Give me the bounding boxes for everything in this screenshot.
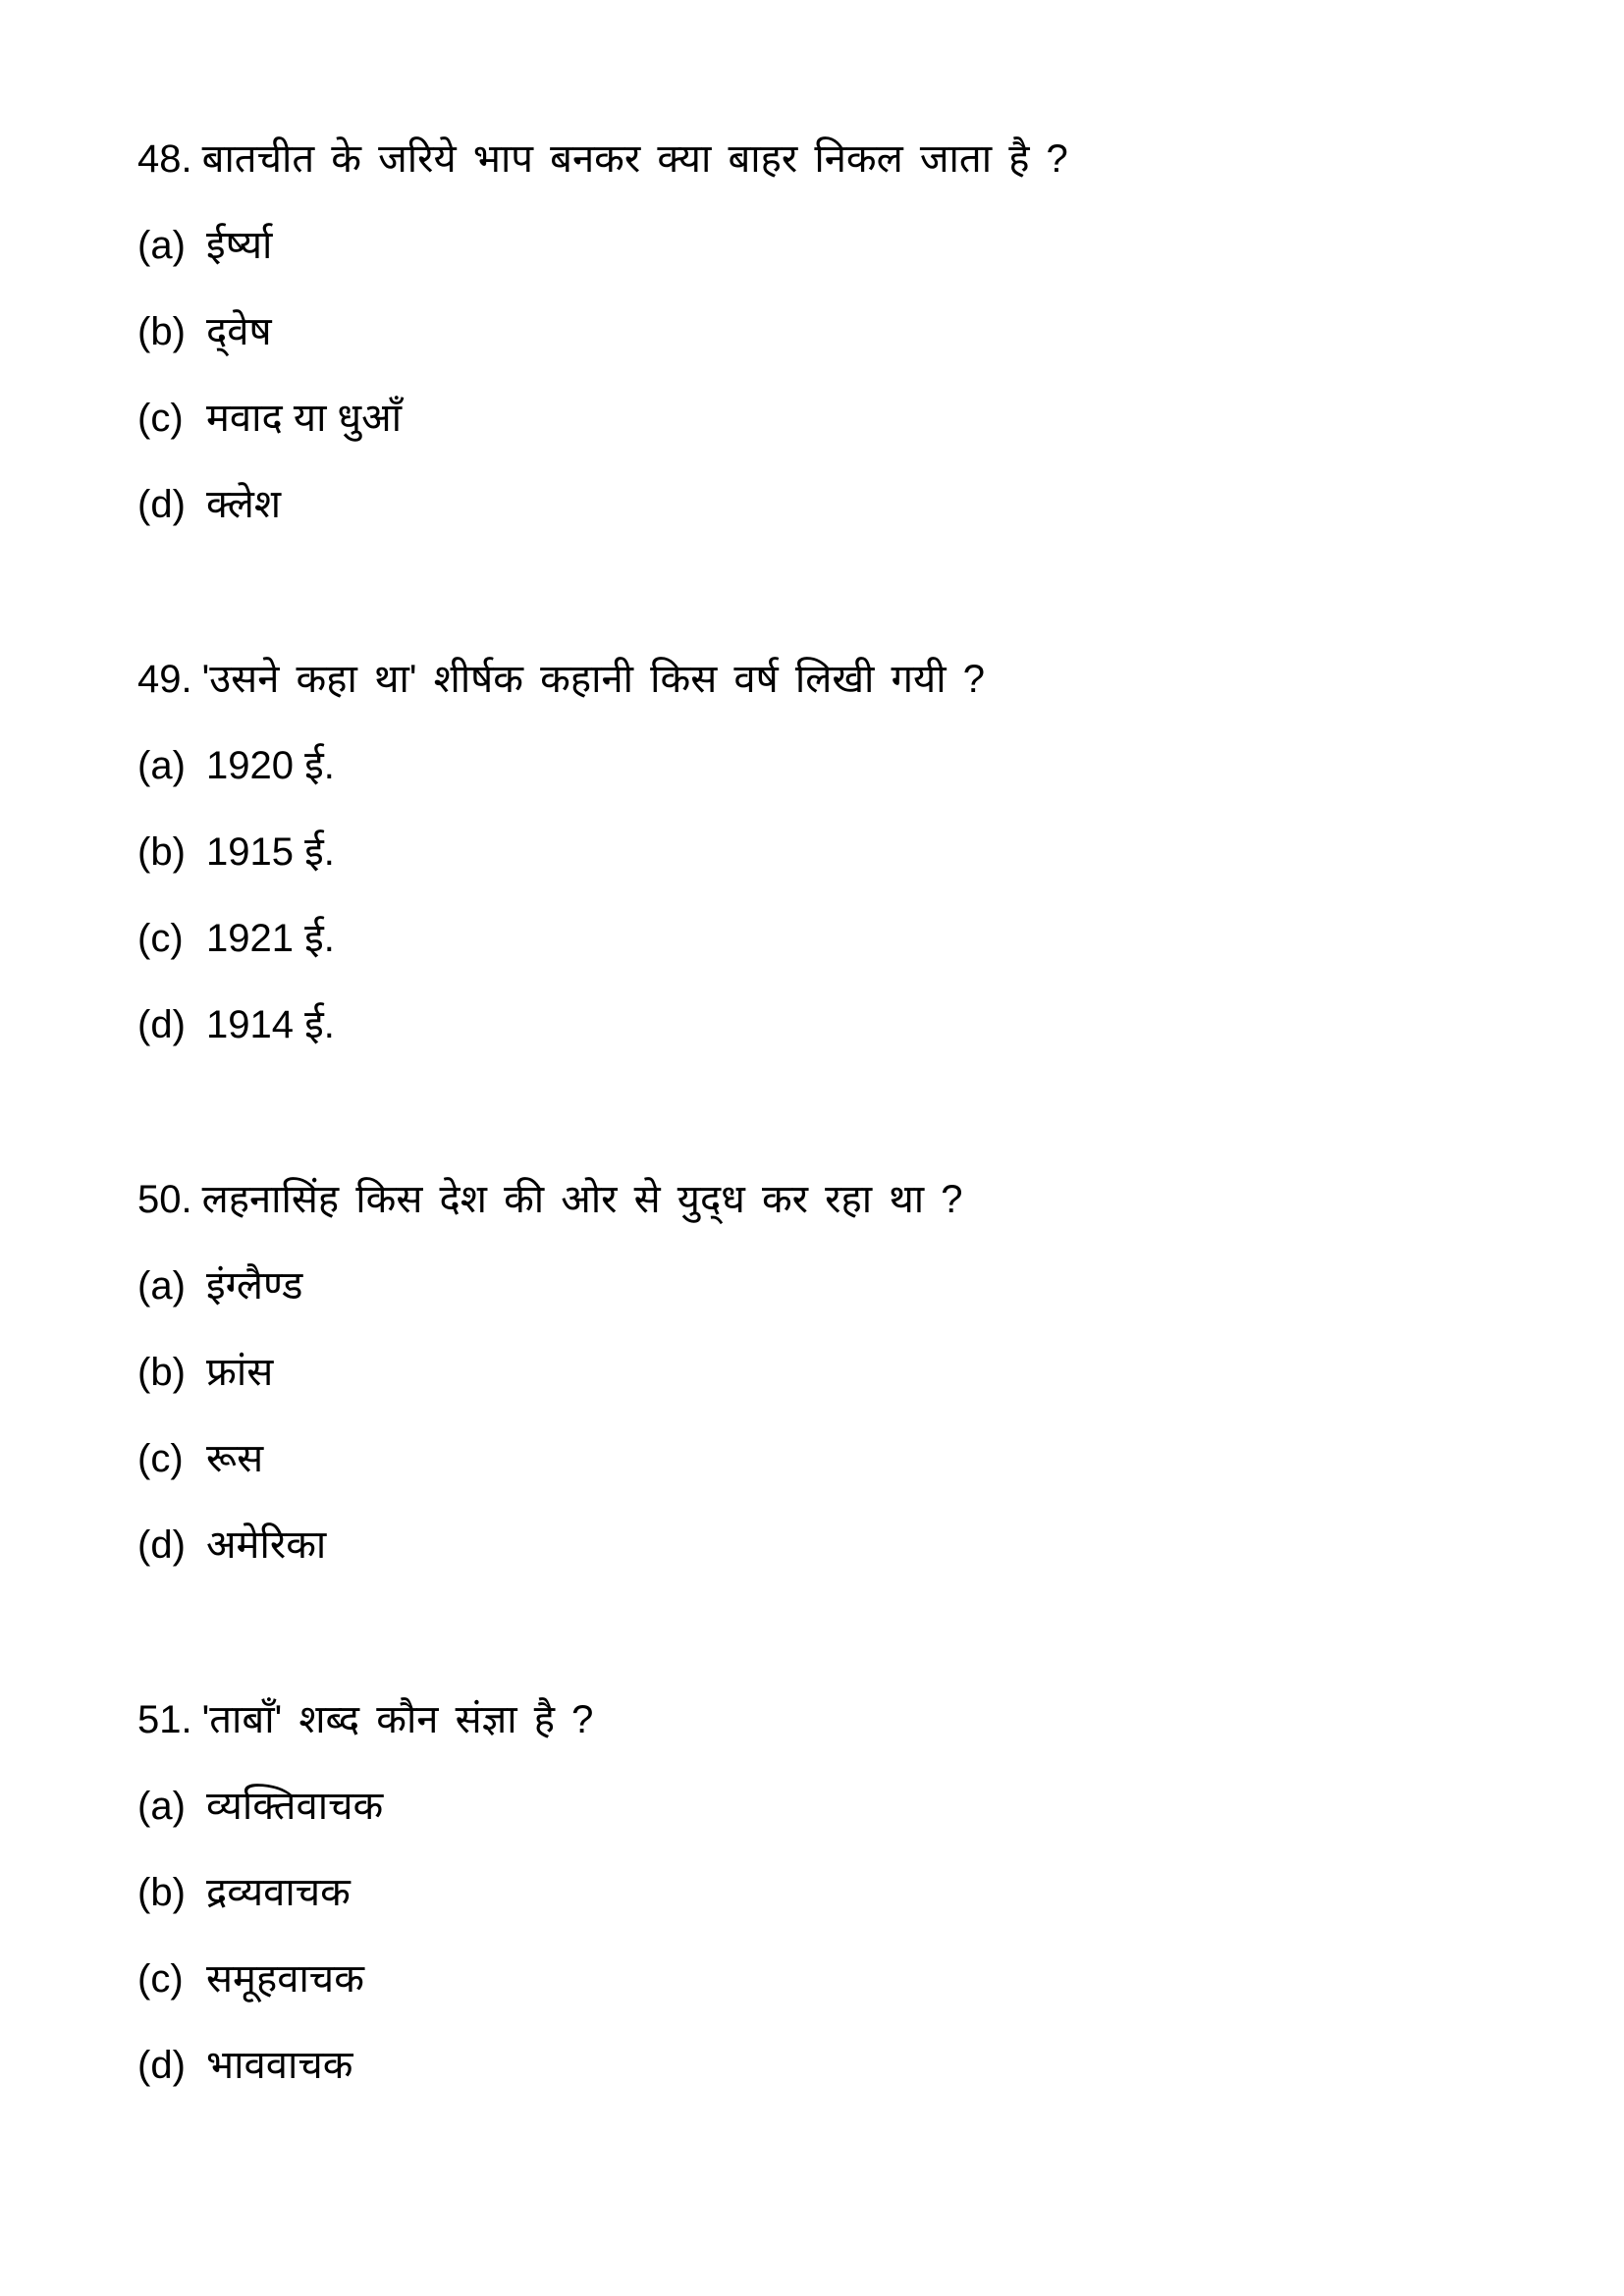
option-a[interactable]: [137, 742, 335, 789]
question-text: 'ताबाँ' शब्द कौन संज्ञा है ?: [201, 1698, 594, 1741]
option-label: (b): [137, 830, 186, 874]
option-label: (b): [137, 1351, 186, 1394]
option-label: (c): [137, 917, 184, 960]
option-text: क्लेश: [206, 483, 282, 526]
option-label: (a): [137, 1264, 186, 1308]
option-label: (a): [137, 224, 186, 267]
option-label: (c): [137, 397, 184, 440]
option-text: व्यक्तिवाचक: [206, 1785, 384, 1828]
question-50: [137, 1176, 1512, 1567]
option-text: द्‌वेष: [206, 310, 272, 353]
option-label: (d): [137, 1523, 186, 1567]
option-c[interactable]: [137, 395, 402, 442]
option-c[interactable]: [137, 915, 335, 962]
option-d[interactable]: [137, 1001, 335, 1048]
question-stem: [137, 1176, 1512, 1223]
question-number: 50.: [137, 1178, 192, 1221]
question-number: 51.: [137, 1698, 192, 1741]
option-c[interactable]: [137, 1955, 364, 2002]
option-label: (b): [137, 310, 186, 353]
option-text: मवाद या धुआँ: [206, 397, 403, 440]
option-label: (b): [137, 1871, 186, 1914]
option-text: 1920 ई.: [206, 744, 335, 787]
option-text: समूहवाचक: [206, 1957, 364, 2001]
question-49: [137, 656, 1512, 1046]
question-51: [137, 1696, 1512, 2087]
option-label: (d): [137, 2044, 186, 2087]
option-b[interactable]: [137, 1349, 273, 1396]
option-text: 1914 ई.: [206, 1003, 335, 1046]
option-text: रूस: [206, 1437, 264, 1480]
option-label: (d): [137, 1003, 186, 1046]
option-text: 1915 ई.: [206, 830, 335, 874]
question-number: 48.: [137, 137, 192, 181]
option-text: फ्रांस: [206, 1351, 274, 1394]
option-label: (c): [137, 1957, 184, 2001]
question-48: [137, 135, 1512, 526]
question-stem: [137, 656, 1512, 703]
option-a[interactable]: [137, 1262, 302, 1309]
question-stem: [137, 135, 1512, 183]
question-text: 'उसने कहा था' शीर्षक कहानी किस वर्ष लिखी गयी ?: [201, 658, 985, 701]
question-text: लहनासिंह किस देश की ओर से युद्‌ध कर रहा था ?: [201, 1178, 963, 1221]
option-text: द्रव्यवाचक: [206, 1871, 351, 1914]
option-text: अमेरिका: [206, 1523, 327, 1567]
option-b[interactable]: [137, 828, 335, 876]
option-a[interactable]: [137, 1783, 383, 1830]
option-text: 1921 ई.: [206, 917, 335, 960]
question-stem: [137, 1696, 1512, 1743]
option-label: (c): [137, 1437, 184, 1480]
option-label: (a): [137, 1785, 186, 1828]
option-text: इंग्लैण्ड: [206, 1264, 303, 1308]
option-d[interactable]: [137, 481, 281, 528]
question-text: बातचीत के जरिये भाप बनकर क्या बाहर निकल जाता है ?: [201, 137, 1068, 181]
option-d[interactable]: [137, 2042, 352, 2089]
option-c[interactable]: [137, 1435, 263, 1482]
option-b[interactable]: [137, 1869, 351, 1916]
option-text: ईर्ष्या: [206, 224, 273, 267]
option-text: भाववाचक: [206, 2044, 353, 2087]
question-number: 49.: [137, 658, 192, 701]
option-label: (a): [137, 744, 186, 787]
option-label: (d): [137, 483, 186, 526]
option-d[interactable]: [137, 1522, 326, 1569]
option-a[interactable]: [137, 222, 272, 269]
option-b[interactable]: [137, 308, 272, 355]
